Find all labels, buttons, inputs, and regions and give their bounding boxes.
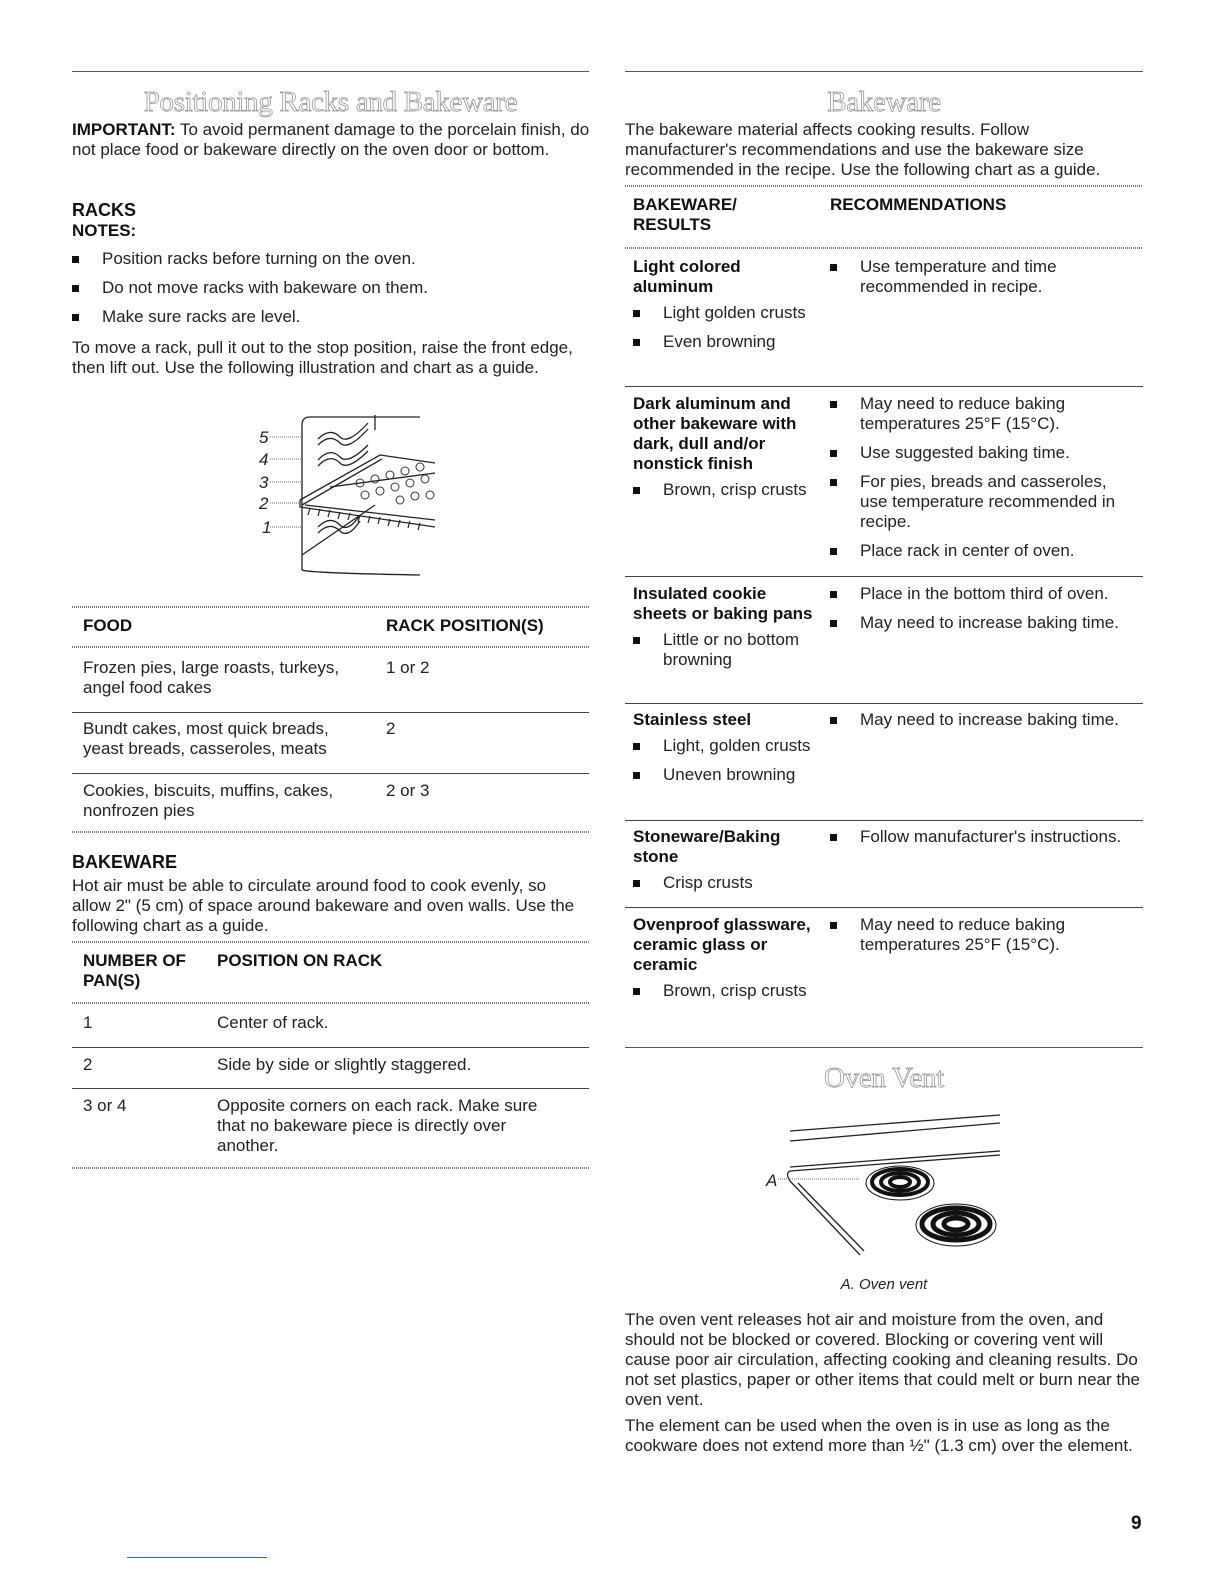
move-rack-instructions: To move a rack, pull it out to the stop position, raise the front edge, then lift out. Use the following illustration and chart as a guide. — [72, 338, 573, 377]
bullet-icon — [72, 256, 79, 263]
bakeware-name: Stainless steel — [633, 710, 752, 729]
bakeware-cell — [633, 710, 818, 785]
position-cell: Side by side or slightly staggered. — [217, 1055, 472, 1074]
recommendation-text: May need to reduce baking temperatures 25°F (15°C). — [860, 394, 1066, 433]
row-divider — [72, 773, 589, 774]
list-item — [830, 584, 1135, 604]
bullet-icon — [633, 637, 640, 644]
vent-caption: A. Oven vent — [840, 1276, 928, 1293]
list-item — [72, 278, 589, 298]
row-divider — [72, 712, 589, 713]
recommendations-cell — [830, 915, 1135, 955]
section-heading-positioning-racks: Positioning Racks and Bakeware — [143, 86, 518, 118]
bakeware-cell — [633, 827, 818, 893]
bullet-icon — [830, 548, 837, 555]
table-rule — [72, 1002, 589, 1004]
rack-label-1: 1 — [262, 518, 272, 537]
bakeware-cell — [633, 915, 818, 1001]
results-list — [633, 480, 818, 500]
recommendation-text: Place in the bottom third of oven. — [860, 584, 1109, 603]
list-item — [72, 307, 589, 327]
recommendations-cell — [830, 710, 1135, 730]
row-divider — [625, 576, 1143, 577]
position-cell: Opposite corners on each rack. Make sure that no bakeware piece is directly over another. — [217, 1096, 538, 1155]
section-rule — [625, 1047, 1143, 1048]
bakeware-intro: The bakeware material affects cooking results. Follow manufacturer's recommendations and use the bakeware size recommended in the recipe. Use the following chart as a guide. — [625, 120, 1101, 179]
bullet-icon — [830, 591, 837, 598]
list-item — [633, 981, 818, 1001]
result-text: Uneven browning — [663, 765, 796, 784]
recommendation-text: Follow manufacturer's instructions. — [860, 827, 1122, 846]
footer-line — [127, 1557, 267, 1558]
recommendation-text: Place rack in center of oven. — [860, 541, 1075, 560]
bullet-icon — [830, 922, 837, 929]
important-label: IMPORTANT: — [72, 120, 176, 139]
bullet-icon — [633, 988, 640, 995]
recommendation-text: Use suggested baking time. — [860, 443, 1070, 462]
recommendation-text: May need to increase baking time. — [860, 613, 1119, 632]
list-item — [633, 873, 818, 893]
section-rule — [72, 71, 589, 72]
list-item — [633, 332, 818, 352]
list-item — [830, 257, 1135, 297]
position-cell: Center of rack. — [217, 1013, 329, 1032]
bakeware-cell — [633, 394, 818, 500]
list-item — [633, 765, 818, 785]
result-text: Brown, crisp crusts — [663, 981, 807, 1000]
bakeware-name: Stoneware/Baking stone — [633, 827, 781, 866]
position-cell: 2 or 3 — [386, 781, 430, 800]
notes-list — [72, 249, 589, 327]
row-divider — [625, 703, 1143, 704]
position-cell: 2 — [386, 719, 396, 738]
bakeware-name: Ovenproof glassware, ceramic glass or ceramic — [633, 915, 811, 974]
recommendations-cell — [830, 584, 1135, 633]
result-text: Even browning — [663, 332, 776, 351]
bullet-icon — [830, 717, 837, 724]
bullet-icon — [633, 743, 640, 750]
bakeware-name: Light colored aluminum — [633, 257, 741, 296]
page-number: 9 — [1131, 1513, 1142, 1534]
bullet-icon — [633, 772, 640, 779]
bakeware-cell — [633, 584, 818, 670]
bakeware-title: BAKEWARE — [72, 852, 178, 872]
table-rule — [72, 1167, 589, 1169]
recommendation-text: For pies, breads and casseroles, use temperature recommended in recipe. — [860, 472, 1116, 531]
note-text: Do not move racks with bakeware on them. — [102, 278, 428, 297]
oven-vent-illustration — [760, 1105, 1010, 1265]
bullet-icon — [830, 479, 837, 486]
recommendation-text: May need to increase baking time. — [860, 710, 1119, 729]
recommendations-cell — [830, 827, 1135, 847]
list-item — [830, 915, 1135, 955]
recommendations-header: RECOMMENDATIONS — [830, 195, 1007, 214]
bullet-icon — [633, 339, 640, 346]
notes-title: NOTES: — [72, 221, 137, 240]
list-item — [633, 736, 818, 756]
bullet-icon — [633, 310, 640, 317]
section-rule — [625, 71, 1143, 72]
list-item — [830, 613, 1135, 633]
list-item — [633, 630, 818, 670]
results-list — [633, 736, 818, 785]
rack-positions-illustration — [250, 405, 440, 580]
rack-label-5: 5 — [259, 428, 269, 447]
food-header: FOOD — [83, 616, 133, 635]
element-usage-note: The element can be used when the oven is in use as long as the cookware does not extend more than ½" (1.3 cm) over the element. — [625, 1416, 1133, 1455]
note-text: Make sure racks are level. — [102, 307, 301, 326]
bullet-icon — [633, 487, 640, 494]
result-text: Crisp crusts — [663, 873, 753, 892]
list-item — [830, 472, 1135, 532]
table-rule — [72, 606, 589, 608]
bullet-icon — [830, 834, 837, 841]
row-divider — [625, 820, 1143, 821]
bullet-icon — [830, 450, 837, 457]
bakeware-cell — [633, 257, 818, 352]
food-cell: Bundt cakes, most quick breads, yeast breads, casseroles, meats — [83, 719, 329, 758]
results-list — [633, 630, 818, 670]
position-cell: 1 or 2 — [386, 658, 430, 677]
bakeware-name: Insulated cookie sheets or baking pans — [633, 584, 813, 623]
bullet-icon — [633, 880, 640, 887]
result-text: Light, golden crusts — [663, 736, 811, 755]
bullet-icon — [830, 264, 837, 271]
rack-position-header: RACK POSITION(S) — [386, 616, 544, 635]
recommendation-text: Use temperature and time recommended in recipe. — [860, 257, 1057, 296]
food-cell: Cookies, biscuits, muffins, cakes, nonfrozen pies — [83, 781, 334, 820]
result-text: Light golden crusts — [663, 303, 806, 322]
row-divider — [625, 907, 1143, 908]
important-note — [72, 120, 592, 160]
bullet-icon — [830, 401, 837, 408]
rack-label-2: 2 — [259, 494, 269, 513]
result-text: Brown, crisp crusts — [663, 480, 807, 499]
bakeware-name: Dark aluminum and other bakeware with dark, dull and/or nonstick finish — [633, 394, 797, 473]
table-rule — [72, 831, 589, 833]
table-rule — [625, 185, 1143, 187]
important-text: To avoid permanent damage to the porcelain finish, do not place food or bakeware directly on the oven door or bottom. — [72, 120, 590, 159]
list-item — [830, 827, 1135, 847]
row-divider — [72, 1047, 589, 1048]
result-text: Little or no bottom browning — [663, 630, 800, 669]
list-item — [633, 303, 818, 323]
table-rule — [72, 941, 589, 943]
pans-cell: 2 — [83, 1055, 93, 1074]
bullet-icon — [830, 620, 837, 627]
section-heading-bakeware: Bakeware — [827, 86, 941, 118]
note-text: Position racks before turning on the oven. — [102, 249, 416, 268]
food-cell: Frozen pies, large roasts, turkeys, angel food cakes — [83, 658, 340, 697]
bakeware-instructions: Hot air must be able to circulate around food to cook evenly, so allow 2" (5 cm) of space around bakeware and oven walls. Use the following chart as a guide. — [72, 876, 575, 935]
list-item — [830, 394, 1135, 434]
list-item — [72, 249, 589, 269]
position-on-rack-header: POSITION ON RACK — [217, 951, 383, 970]
list-item — [830, 443, 1135, 463]
bullet-icon — [72, 285, 79, 292]
recommendations-cell — [830, 394, 1135, 561]
vent-description: The oven vent releases hot air and moisture from the oven, and should not be blocked or covered. Blocking or covering vent will cause poor air circulation, affecting cooking and cleaning results. Do not set plastics, paper or other items that could melt or burn near the oven vent. — [625, 1310, 1140, 1409]
rack-label-4: 4 — [259, 450, 269, 469]
bakeware-results-header: BAKEWARE/ RESULTS — [633, 195, 737, 234]
pans-cell: 1 — [83, 1013, 93, 1032]
section-heading-oven-vent: Oven Vent — [824, 1062, 944, 1094]
recommendation-text: May need to reduce baking temperatures 25°F (15°C). — [860, 915, 1066, 954]
row-divider — [72, 1088, 589, 1089]
results-list — [633, 873, 818, 893]
vent-label: A — [766, 1171, 778, 1190]
table-rule — [72, 646, 589, 648]
results-list — [633, 981, 818, 1001]
rack-label-3: 3 — [259, 473, 269, 492]
results-list — [633, 303, 818, 352]
pans-cell: 3 or 4 — [83, 1096, 127, 1115]
racks-title: RACKS — [72, 200, 137, 220]
recommendations-cell — [830, 257, 1135, 297]
list-item — [830, 710, 1135, 730]
list-item — [633, 480, 818, 500]
bullet-icon — [72, 314, 79, 321]
number-of-pans-header: NUMBER OF PAN(S) — [83, 951, 186, 990]
table-rule — [625, 247, 1143, 249]
row-divider — [625, 386, 1143, 387]
list-item — [830, 541, 1135, 561]
